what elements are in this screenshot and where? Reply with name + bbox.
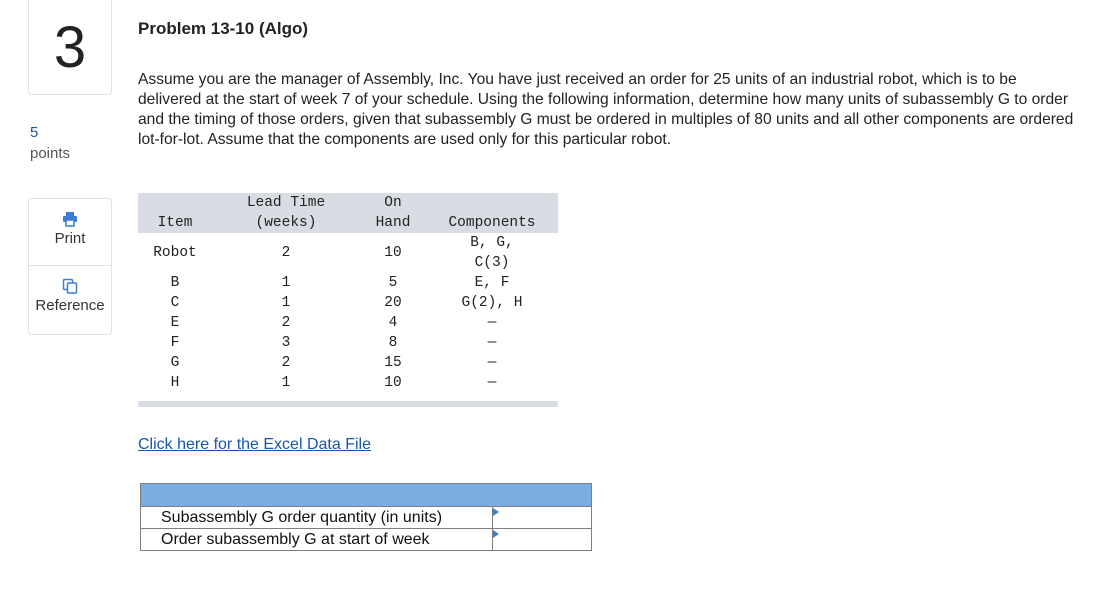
table-row: H 1 10 — [170, 375, 497, 391]
bom-table [138, 193, 558, 393]
points-value: 5 [30, 124, 39, 141]
answer-row-order-week [141, 529, 592, 551]
answer-cell [493, 529, 592, 551]
input-marker-icon [493, 530, 499, 538]
order-quantity-input[interactable] [493, 508, 589, 528]
table-row: E 2 4 — [170, 315, 497, 331]
header-item: Item [157, 215, 193, 231]
table-row: Robot 2 10 B, G, C(3) [153, 235, 514, 271]
answer-label: Subassembly G order quantity (in units) [141, 507, 493, 529]
print-button[interactable] [28, 198, 112, 266]
table-row: B 1 5 E, F [170, 275, 510, 291]
table-row: G 2 15 — [170, 355, 497, 371]
table-row: C 1 20 G(2), H [170, 295, 523, 311]
table-row: F 3 8 — [170, 335, 497, 351]
reference-label: Reference [35, 297, 105, 314]
excel-data-file-link[interactable]: Click here for the Excel Data File [138, 436, 371, 453]
reference-button[interactable] [28, 265, 112, 335]
table-footer-band [138, 401, 558, 407]
problem-text: Assume you are the manager of Assembly, Inc. You have just received an order for 25 units of an industrial robot, which is to be delivered at the start of week 7 of your schedule. Using the following information, determine how many units of subassembly G to order and the timing of those orders, given that subassembly G must be ordered in multiples of 80 units and all other components are ordered lot-for-lot. Assume that the components are used only for this particular robot. [138, 71, 1074, 148]
answer-label: Order subassembly G at start of week [141, 529, 493, 551]
answer-cell [493, 507, 592, 529]
points-label: points [30, 145, 71, 162]
print-label: Print [54, 230, 86, 247]
order-week-input[interactable] [493, 530, 589, 550]
answer-table [140, 483, 592, 551]
header-components: Components [448, 215, 536, 231]
input-marker-icon [493, 508, 499, 516]
answer-table-header [141, 484, 592, 507]
header-lead-time: Lead Time (weeks) [246, 195, 326, 231]
copy-pages-icon [62, 278, 78, 294]
question-number: 3 [28, 0, 112, 95]
problem-title: Problem 13-10 (Algo) [138, 19, 309, 38]
printer-icon [62, 211, 78, 227]
header-on-hand: On Hand [375, 195, 411, 231]
answer-row-order-quantity [141, 507, 592, 529]
